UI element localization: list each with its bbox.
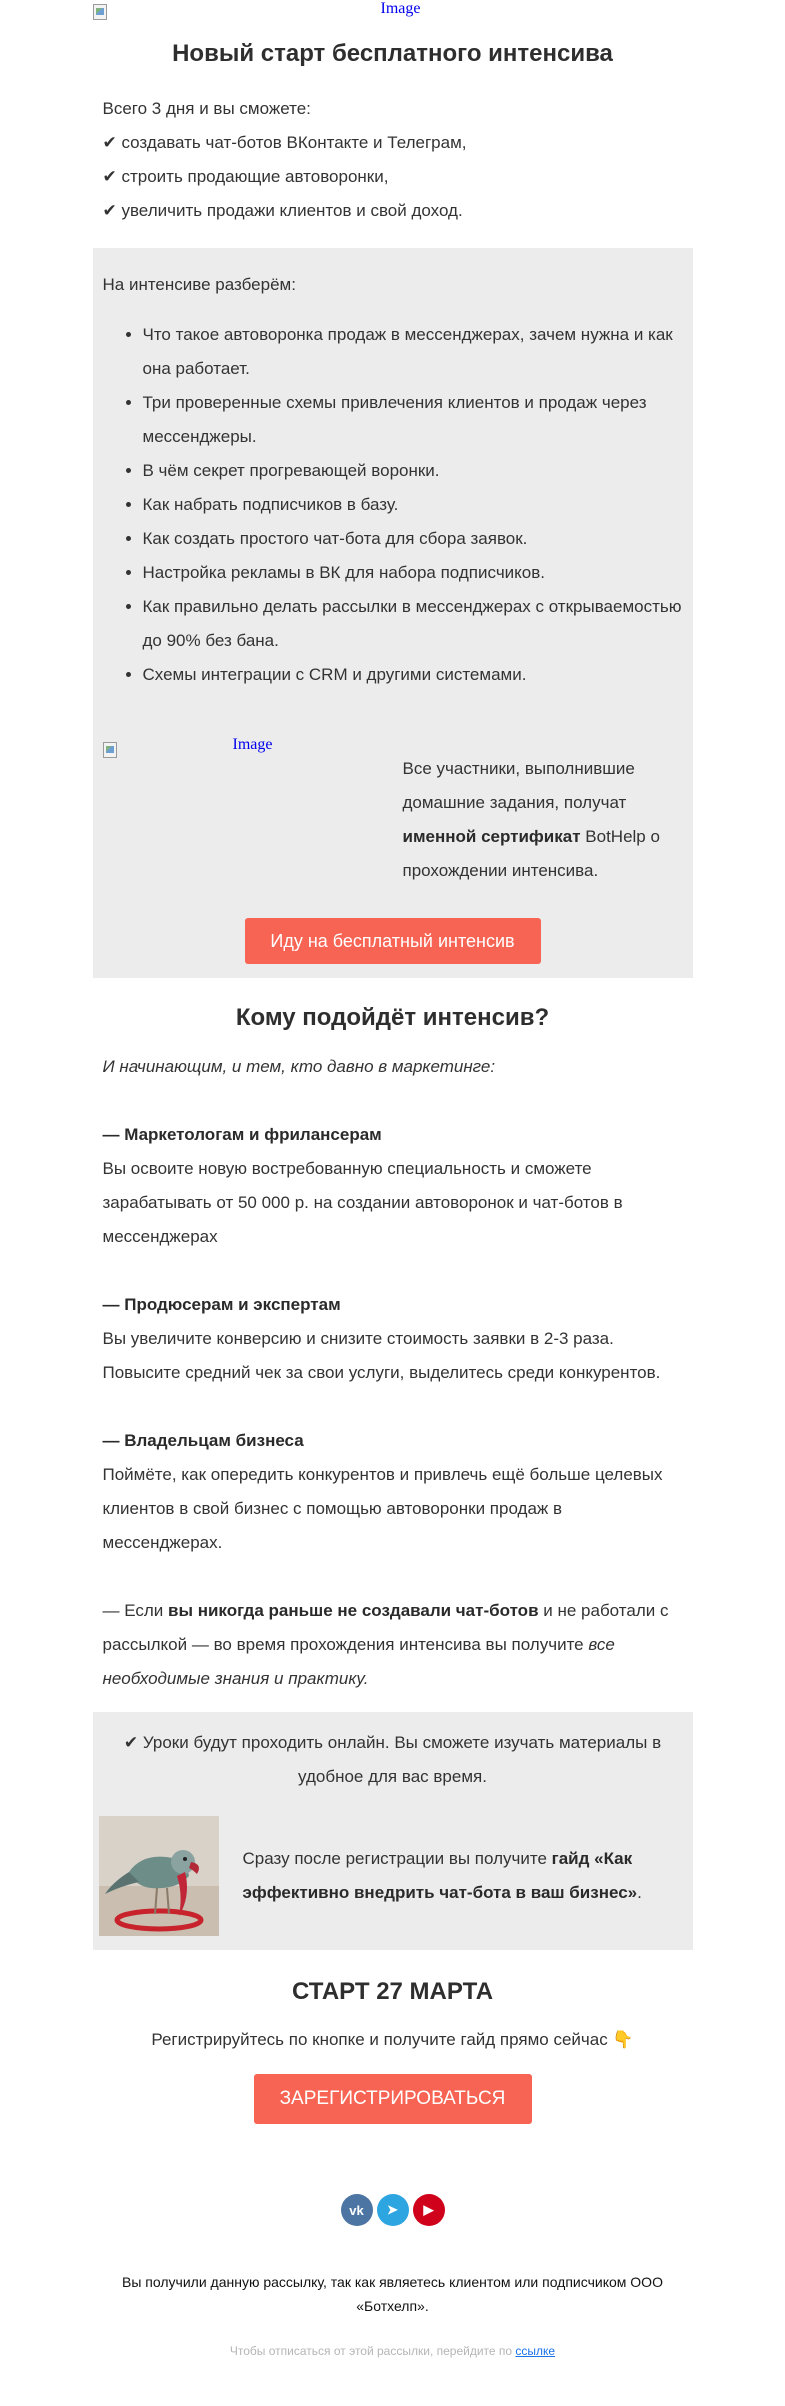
audience-group-heading <box>103 1118 683 1152</box>
email-page <box>93 0 693 2358</box>
guide-text-after: . <box>637 1883 642 1902</box>
audience-group-text: Поймёте, как опередить конкурентов и привлечь ещё больше целевых клиентов в свой бизнес с помощью автоворонки продаж в мессенджерах. <box>102 1465 663 1552</box>
certificate-image-alt[interactable]: Image <box>232 736 273 753</box>
beginners-prefix: — Если <box>102 1601 169 1620</box>
audience-group-text: Вы увеличите конверсию и снизите стоимость заявки в 2-3 раза. Повысите средний чек за свои услуги, выделитесь среди конкурентов. <box>102 1329 661 1382</box>
beginners-italic: все необходимые знания и практику. <box>102 1635 615 1688</box>
program-item: • Как набрать подписчиков в базу. <box>143 488 683 522</box>
guide-row <box>103 1816 683 1936</box>
program-block <box>93 248 693 978</box>
guide-text-bold: гайд «Как эффективно внедрить чат-бота в ваш бизнес» <box>242 1849 638 1902</box>
unsubscribe-text: Чтобы отписаться от этой рассылки, перейдите по <box>229 2344 516 2358</box>
unsubscribe-note <box>93 2344 693 2358</box>
program-list <box>103 318 683 692</box>
intro-section <box>93 68 693 228</box>
program-item: • Как правильно делать рассылки в мессенджерах с открываемостью до 90% без бана. <box>143 590 683 658</box>
broken-image-icon <box>93 4 107 20</box>
certificate-image[interactable] <box>103 736 403 906</box>
program-lead: На интенсиве разберём: <box>102 275 296 294</box>
program-item: • В чём секрет прогревающей воронки. <box>143 454 683 488</box>
header-image-alt[interactable]: Image <box>380 0 421 17</box>
program-item: • Схемы интеграции с CRM и другими системами. <box>143 658 683 692</box>
register-button[interactable]: ЗАРЕГИСТРИРОВАТЬСЯ <box>254 2074 532 2124</box>
online-note: ✔ Уроки будут проходить онлайн. Вы сможете изучать материалы в удобное для вас время. <box>123 1733 662 1786</box>
vk-icon[interactable]: vk <box>341 2194 373 2226</box>
guide-block <box>93 1712 693 1950</box>
register-note: Регистрируйтесь по кнопке и получите гайд прямо сейчас 👇 <box>151 2030 634 2049</box>
program-item: • Три проверенные схемы привлечения клиентов и продаж через мессенджеры. <box>143 386 683 454</box>
telegram-icon[interactable]: ➤ <box>377 2194 409 2226</box>
intro-item: ✔ увеличить продажи клиентов и свой доход. <box>102 201 463 220</box>
footer-note: Вы получили данную рассылку, так как являетесь клиентом или подписчиком ООО «Ботхелп». <box>122 2274 663 2314</box>
certificate-text-after: BotHelp о прохождении интенсива. <box>402 827 660 880</box>
program-item: • Настройка рекламы в ВК для набора подписчиков. <box>143 556 683 590</box>
intro-item: ✔ строить продающие автоворонки, <box>102 167 389 186</box>
group-heading-owners: — Владельцам бизнеса <box>102 1431 304 1450</box>
audience-section <box>93 1032 693 1696</box>
parrot-image <box>99 1816 219 1936</box>
beginners-middle: и не работали с рассылкой — во время прохождения интенсива вы получите <box>102 1601 669 1654</box>
group-heading-producers: — Продюсерам и экспертам <box>102 1295 341 1314</box>
header-image[interactable] <box>93 0 693 22</box>
program-item: • Что такое автоворонка продаж в мессенджерах, зачем нужна и как она работает. <box>143 318 683 386</box>
intro-item: ✔ создавать чат-ботов ВКонтакте и Телеграм, <box>102 133 467 152</box>
guide-text-before: Сразу после регистрации вы получите <box>242 1849 552 1868</box>
audience-group-heading <box>103 1288 683 1322</box>
intro-lead: Всего 3 дня и вы сможете: <box>102 99 311 118</box>
unsubscribe-link[interactable]: ссылке <box>515 2344 556 2358</box>
certificate-row <box>103 736 683 906</box>
certificate-text <box>403 736 683 906</box>
beginners-bold: вы никогда раньше не создавали чат-ботов <box>168 1601 539 1620</box>
youtube-icon[interactable]: ▶ <box>413 2194 445 2226</box>
certificate-text-bold: именной сертификат <box>402 827 581 846</box>
audience-lead <box>103 1050 683 1084</box>
audience-lead-text: И начинающим, и тем, кто давно в маркетинге: <box>102 1057 496 1076</box>
certificate-text-before: Все участники, выполнившие домашние задания, получат <box>402 759 635 812</box>
audience-group-heading <box>103 1424 683 1458</box>
broken-image-icon <box>103 742 117 758</box>
audience-group-text: Вы освоите новую востребованную специальность и сможете зарабатывать от 50 000 р. на создании автоворонок и чат-ботов в мессенджерах <box>102 1159 623 1246</box>
audience-beginners <box>103 1594 683 1696</box>
guide-text <box>243 1842 683 1910</box>
group-heading-marketers: — Маркетологам и фрилансерам <box>102 1125 382 1144</box>
page-title: Новый старт бесплатного интенсива <box>172 40 613 67</box>
start-date-title: СТАРТ 27 МАРТА <box>291 1978 494 2005</box>
program-item: • Как создать простого чат-бота для сбора заявок. <box>143 522 683 556</box>
join-intensive-button[interactable]: Иду на бесплатный интенсив <box>245 918 541 964</box>
audience-title: Кому подойдёт интенсив? <box>235 1004 550 1031</box>
social-links <box>93 2194 693 2226</box>
